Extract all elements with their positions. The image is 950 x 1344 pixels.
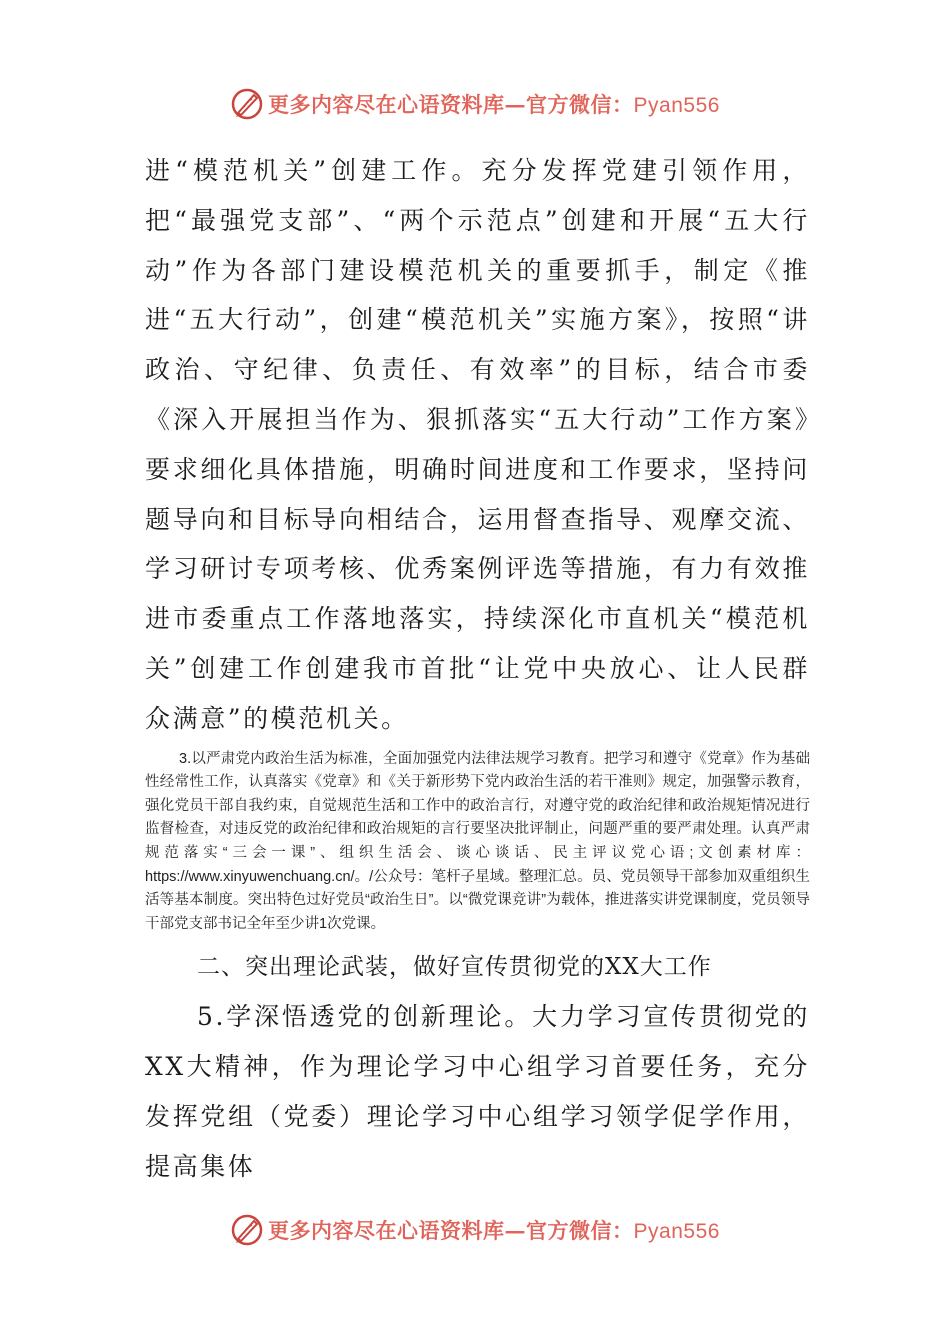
watermark-text xyxy=(268,1215,720,1245)
document-body xyxy=(145,146,810,1192)
header-watermark xyxy=(0,82,950,126)
watermark-label: 更多内容尽在心语资料库—官方微信： xyxy=(268,92,634,117)
paragraph-party-life: 3.以严肃党内政治生活为标准，全面加强党内法律法规学习教育。把学习和遵守《党章》作为基础性经常性工作，认真落实《党章》和《关于新形势下党内政治生活的若干准则》规定，加强警示教育，强化党员干部自我约束，自觉规范生活和工作中的政治言行，对遵守党的政治纪律和政治规矩情况进行监督检查，对违反党的政治纪律和政治规矩的言行要坚决批评制止，问题严重的要严肃处理。认真严肃规范落实“三会一课”、组织生活会、谈心谈话、民主评议党心语;文创素材库：https://www.xinyuwenchuang.cn/。/公众号：笔杆子星域。整理汇总。员、党员领导干部参加双重组织生活等基本制度。突出特色过好党员“政治生日”。以“微党课竞讲”为载体，推进落实讲党课制度，党员领导干部党支部书记全年至少讲1次党课。 xyxy=(145,750,810,932)
watermark-text xyxy=(268,89,720,119)
pen-logo-icon xyxy=(230,1213,264,1247)
watermark-id: Pyan556 xyxy=(633,94,720,117)
paragraph-model-agency: 进“模范机关”创建工作。充分发挥党建引领作用，把“最强党支部”、“两个示范点”创建和开展“五大行动”作为各部门建设模范机关的重要抓手，制定《推进“五大行动”，创建“模范机关”实施方案》，按照“讲政治、守纪律、负责任、有效率”的目标，结合市委《深入开展担当作为、狠抓落实“五大行动”工作方案》要求细化具体措施，明确时间进度和工作要求，坚持问题导向和目标导向相结合，运用督查指导、观摩交流、学习研讨专项考核、优秀案例评选等措施，有力有效推进市委重点工作落地落实，持续深化市直机关“模范机关”创建工作创建我市首批“让党中央放心、让人民群众满意”的模范机关。 xyxy=(145,156,810,733)
paragraph-theory-study: 5.学深悟透党的创新理论。大力学习宣传贯彻党的XX大精神，作为理论学习中心组学习首要任务，充分发挥党组（党委）理论学习中心组学习领学促学作用，提高集体 xyxy=(145,1002,810,1181)
watermark-label: 更多内容尽在心语资料库—官方微信： xyxy=(268,1218,634,1243)
footer-watermark xyxy=(0,1208,950,1252)
section-heading: 二、突出理论武装，做好宣传贯彻党的XX大工作 xyxy=(197,954,712,981)
pen-logo-icon xyxy=(230,87,264,121)
watermark-id: Pyan556 xyxy=(633,1220,720,1243)
